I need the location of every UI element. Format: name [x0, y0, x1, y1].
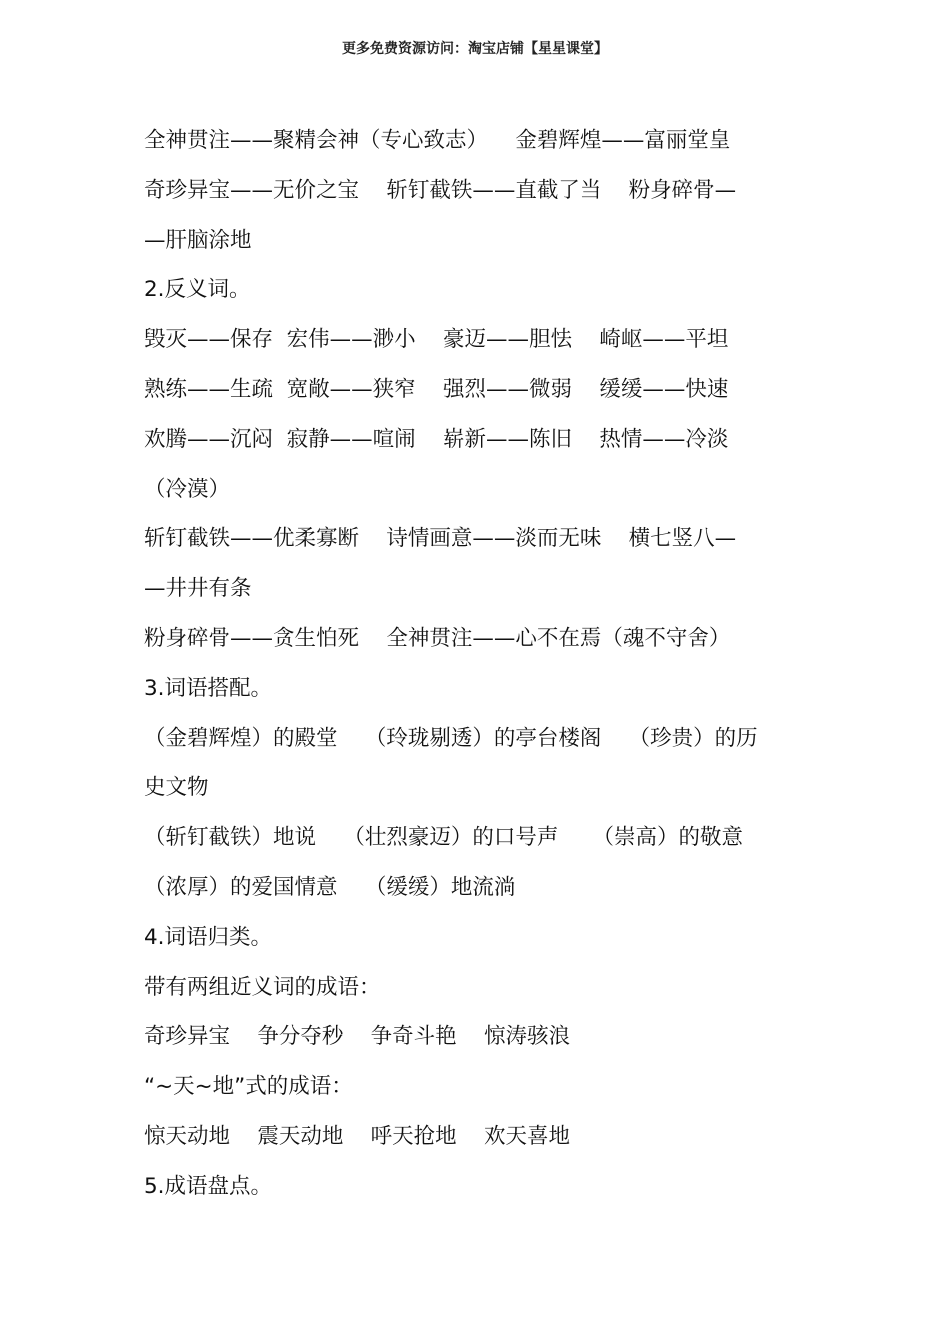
text-line: （斩钉截铁）地说 （壮烈豪迈）的口号声 （崇高）的敬意 [144, 825, 744, 851]
text-line: 粉身碎骨——贪生怕死 全神贯注——心不在焉（魂不守舍） [144, 625, 731, 651]
text-line: —肝脑涂地 [144, 227, 252, 253]
text-line: 熟练——生疏 宽敞——狭窄 强烈——微弱 缓缓——快速 [144, 376, 729, 402]
text-line: 奇珍异宝——无价之宝 斩钉截铁——直截了当 粉身碎骨— [144, 177, 737, 203]
text-line: 欢腾——沉闷 寂静——喧闹 崭新——陈旧 热情——冷淡 [144, 426, 729, 452]
section-heading-classification: 4.词语归类。 [144, 924, 273, 950]
text-line: 带有两组近义词的成语： [144, 974, 381, 1000]
page-header: 更多免费资源访问：淘宝店铺【星星课堂】 [342, 41, 608, 57]
text-line: 奇珍异宝 争分夺秒 争奇斗艳 惊涛骇浪 [144, 1024, 571, 1050]
text-line: 惊天动地 震天动地 呼天抢地 欢天喜地 [144, 1123, 571, 1149]
document-body [144, 116, 814, 1212]
text-line: 史文物 [144, 775, 209, 801]
text-line: “~天~地”式的成语： [144, 1074, 353, 1100]
text-line: —井井有条 [144, 576, 252, 602]
text-line: 全神贯注——聚精会神（专心致志） 金碧辉煌——富丽堂皇 [144, 128, 731, 153]
text-line: 毁灭——保存 宏伟——渺小 豪迈——胆怯 崎岖——平坦 [144, 327, 729, 353]
section-heading-idioms: 5.成语盘点。 [144, 1173, 273, 1199]
section-heading-collocation: 3.词语搭配。 [144, 675, 273, 701]
text-line: 斩钉截铁——优柔寡断 诗情画意——淡而无味 横七竖八— [144, 526, 737, 552]
text-line: （冷漠） [144, 476, 231, 502]
text-line: （金碧辉煌）的殿堂 （玲珑剔透）的亭台楼阁 （珍贵）的历 [144, 725, 758, 751]
text-line: （浓厚）的爱国情意 （缓缓）地流淌 [144, 874, 516, 900]
section-heading-antonyms: 2.反义词。 [144, 277, 251, 303]
